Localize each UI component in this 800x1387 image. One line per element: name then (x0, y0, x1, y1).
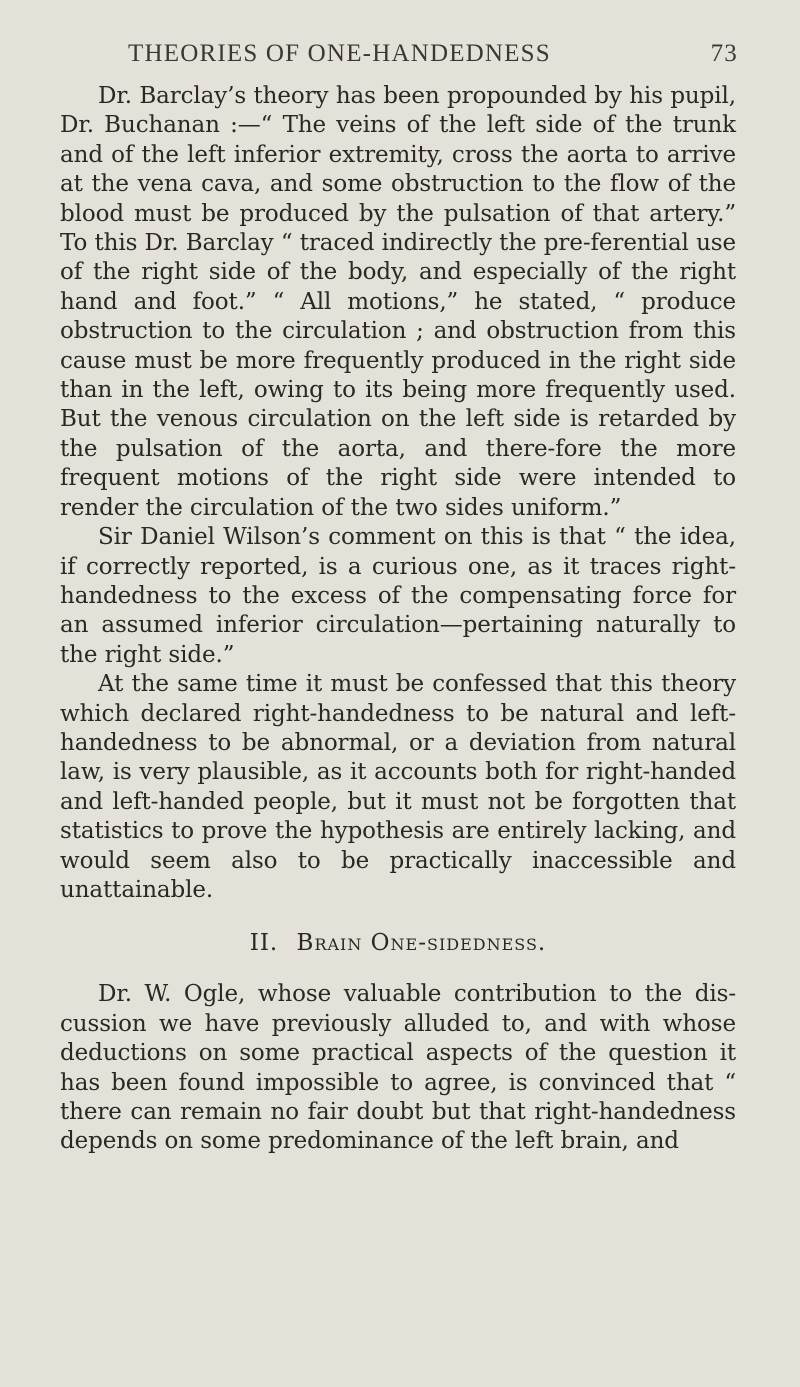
running-head (60, 40, 738, 70)
page-number: 73 (710, 40, 738, 67)
paragraph-ogle: Dr. W. Ogle, whose valuable contribution to the dis-cussion we have previously alluded to, and with whose deductions on some practical aspects of the question it has been found impossible to agree, is convinced that “ there can remain no fair doubt but that right-handedness depends on some predominance of the left brain, and (60, 981, 736, 1155)
section-title: Brain One-sidedness. (296, 930, 547, 957)
running-title: THEORIES OF ONE-HANDEDNESS (128, 40, 551, 67)
section-numeral: II. (249, 930, 279, 957)
section-heading (60, 928, 736, 958)
paragraph-wilson-comment: Sir Daniel Wilson’s comment on this is that “ the idea, if correctly reported, is a curious one, as it traces right-handedness to the excess of the compensating force for an assumed inferior circulation—pertaining naturally to the right side.” (60, 524, 736, 668)
paragraph-barclay-theory: Dr. Barclay’s theory has been propounded by his pupil, Dr. Buchanan :—“ The veins of the left side of the trunk and of the left inferior extremity, cross the aorta to arrive at the vena cava, and some obstruction to the flow of the blood must be produced by the pulsation of that artery.” To this Dr. Barclay “ traced indirectly the pre-ferential use of the right side of the body, and especially of the right hand and foot.” “ All motions,” he stated, “ produce obstruction to the circulation ; and obstruction from this cause must be more frequently produced in the right side than in the left, owing to its being more frequently used. But the venous circulation on the left side is retarded by the pulsation of the aorta, and there-fore the more frequent motions of the right side were intended to render the circulation of the two sides uniform.” (60, 83, 736, 521)
body-text (60, 82, 736, 1157)
paragraph-plausibility: At the same time it must be confessed that this theory which declared right-handedness to be natural and left-handedness to be abnormal, or a deviation from natural law, is very plausible, as it accounts both for right-handed and left-handed people, but it must not be forgotten that statistics to prove the hypothesis are entirely lacking, and would seem also to be practically inaccessible and unattainable. (60, 671, 736, 903)
